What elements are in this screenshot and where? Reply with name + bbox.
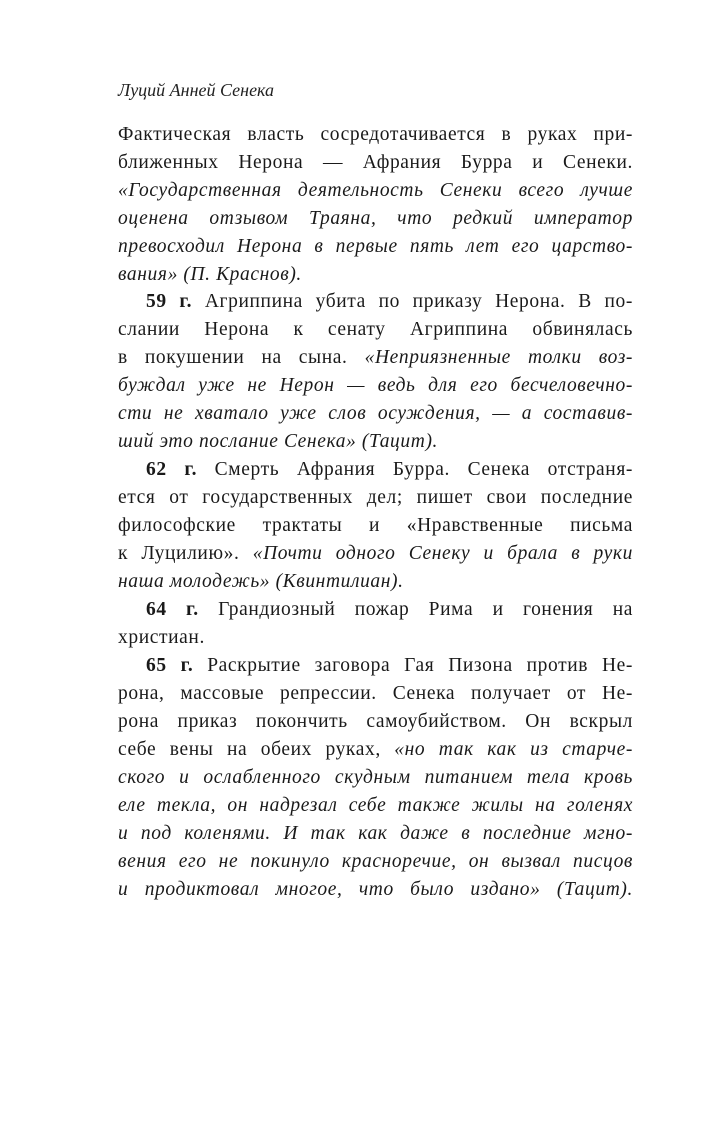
text-line: буждал уже не Нерон — ведь для его бесчеловечно-: [118, 375, 633, 396]
text-line: ший это послание Сенека» (Тацит).: [118, 431, 439, 452]
year-label: 59 г.: [146, 291, 193, 312]
text-line: превосходил Нерона в первые пять лет его царство-: [118, 236, 633, 257]
text-line: наша молодежь» (Квинтилиан).: [118, 571, 404, 592]
text-line: в покушении на сына. «Неприязненные толки воз-: [118, 347, 633, 368]
text-line: ского и ослабленного скудным питанием тела кровь: [118, 767, 633, 788]
text-line: еле текла, он надрезал себе также жилы на голенях: [118, 795, 633, 816]
text-line: Фактическая власть сосредотачивается в руках при-: [118, 124, 633, 145]
text-line: 65 г. Раскрытие заговора Гая Пизона против Не-: [146, 655, 634, 676]
text-line: рона, массовые репрессии. Сенека получает от Не-: [118, 683, 633, 704]
text-line: рона приказ покончить самоубийством. Он вскрыл: [118, 711, 633, 732]
text-line: к Луцилию». «Почти одного Сенеку и брала в руки: [118, 543, 633, 564]
year-label: 65 г.: [146, 655, 194, 676]
text-line: 64 г. Грандиозный пожар Рима и гонения на: [146, 599, 633, 620]
text-line: 59 г. Агриппина убита по приказу Нерона. В по-: [146, 291, 633, 312]
text-line: сти не хватало уже слов осуждения, — а составив-: [118, 403, 633, 424]
text-line: 62 г. Смерть Афрания Бурра. Сенека отстраня-: [146, 459, 633, 480]
text-line: вания» (П. Краснов).: [118, 264, 302, 285]
text-line: оценена отзывом Траяна, что редкий император: [118, 208, 633, 229]
year-label: 62 г.: [146, 459, 198, 480]
text-line: себе вены на обеих руках, «но так как из старче-: [118, 739, 633, 760]
text-line: «Государственная деятельность Сенеки всего лучше: [118, 180, 633, 201]
text-line: и продиктовал многое, что было издано» (Тацит).: [118, 879, 633, 900]
running-head: Луций Анней Сенека: [118, 80, 275, 100]
text-line: ется от государственных дел; пишет свои последние: [118, 487, 633, 508]
year-label: 64 г.: [146, 599, 199, 620]
text-line: философские трактаты и «Нравственные письма: [118, 515, 633, 536]
text-line: вения его не покинуло красноречие, он вызвал писцов: [118, 851, 633, 872]
text-line: слании Нерона к сенату Агриппина обвинялась: [118, 319, 633, 340]
text-line: ближенных Нерона — Афрания Бурра и Сенеки.: [118, 152, 633, 173]
text-line: и под коленями. И так как даже в последние мгно-: [118, 823, 633, 844]
text-line: христиан.: [118, 627, 205, 648]
